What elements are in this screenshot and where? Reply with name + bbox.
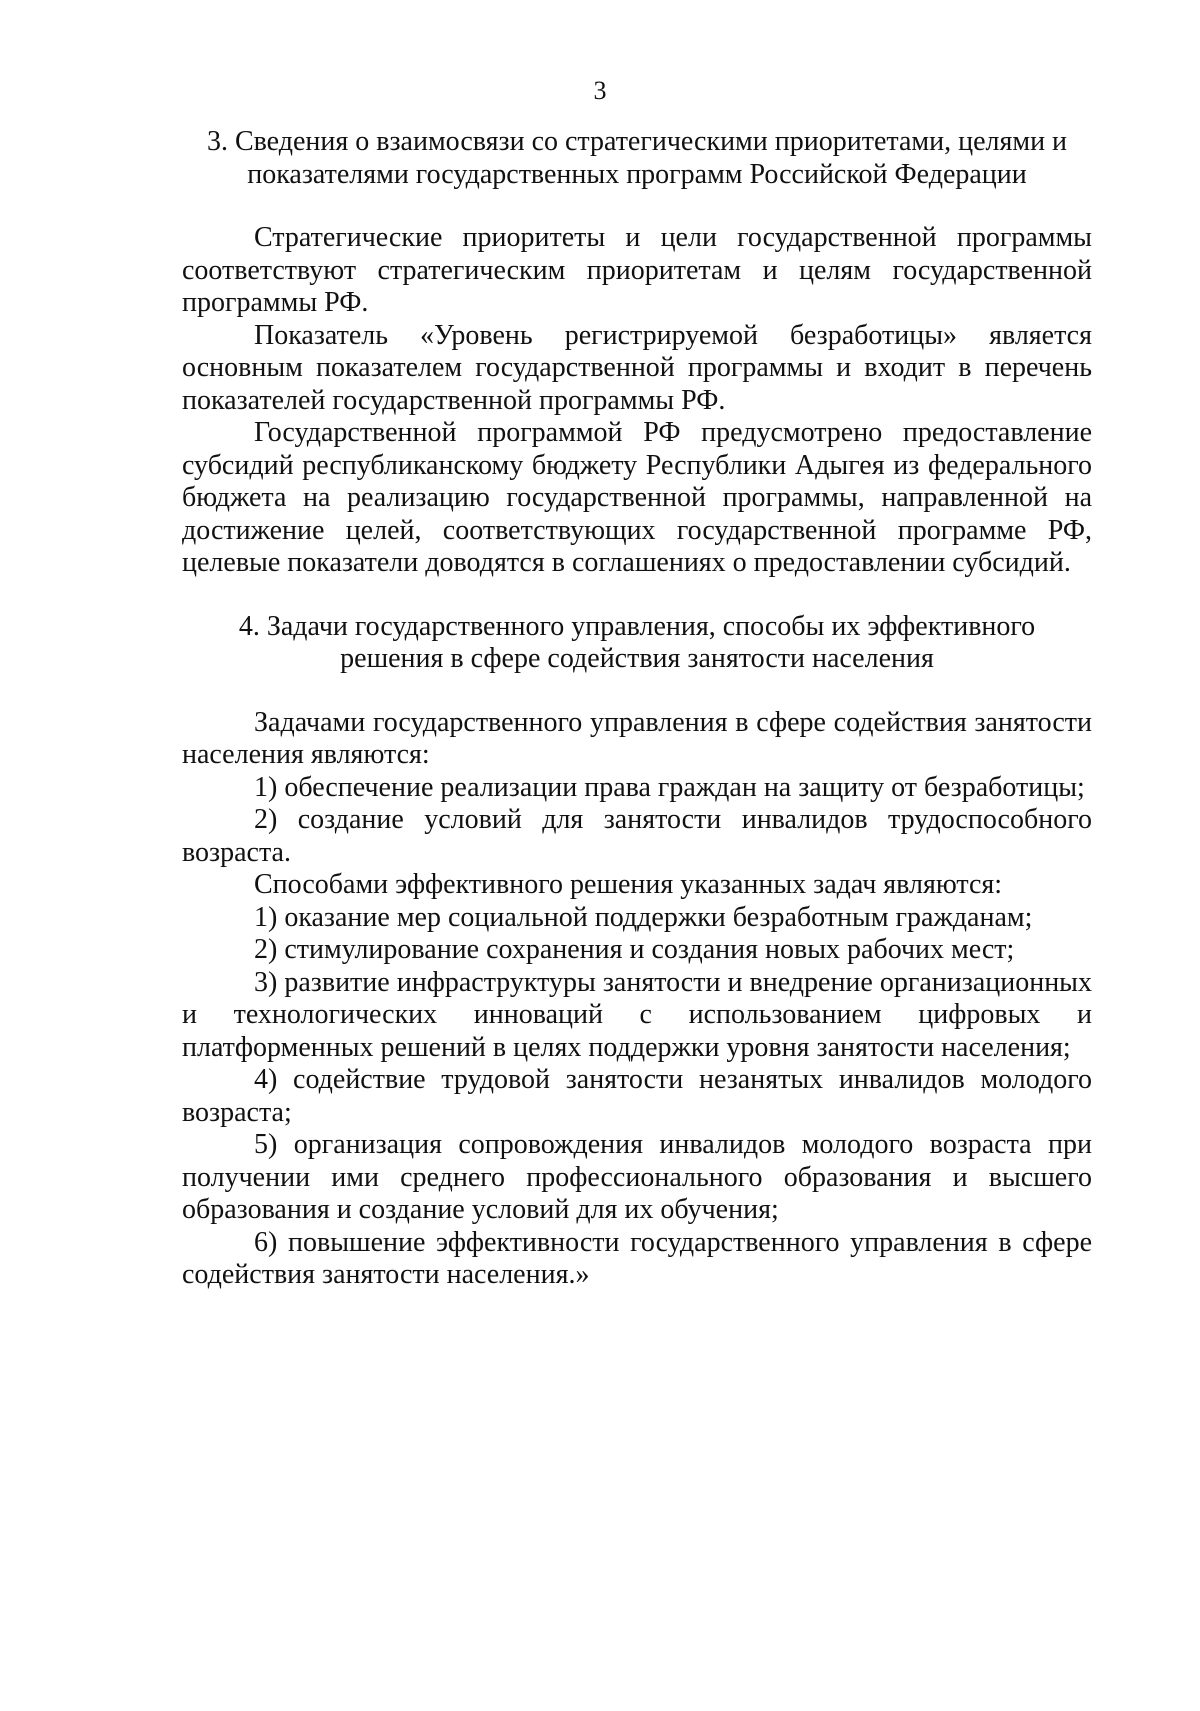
page-number: 3 bbox=[593, 76, 607, 105]
section-4-task-1: 1) обеспечение реализации права граждан на защиту от безработицы; bbox=[254, 771, 1085, 803]
section-4-method-3: 3) развитие инфраструктуры занятости и внедрение организационных и технологических инноваций с использованием цифровых и платформенных решений в целях поддержки уровня занятости населения; bbox=[182, 966, 1092, 1063]
section-4-method-5: 5) организация сопровождения инвалидов молодого возраста при получении ими среднего профессионального образования и высшего образования и создание условий для их обучения; bbox=[182, 1129, 1092, 1225]
section-3-heading-line-1: 3. Сведения о взаимосвязи со стратегическими приоритетами, целями и bbox=[206, 126, 1068, 157]
section-spacer bbox=[182, 580, 1092, 611]
section-4-method-6: 6) повышение эффективности государственного управления в сфере содействия занятости населения.» bbox=[182, 1226, 1092, 1290]
section-4-method-2: 2) стимулирование сохранения и создания новых рабочих мест; bbox=[254, 934, 1015, 965]
section-4-heading bbox=[182, 611, 1092, 676]
document-body bbox=[182, 126, 1092, 1292]
section-4-methods-intro: Способами эффективного решения указанных задач являются: bbox=[254, 869, 1003, 900]
section-4-heading-line-2: решения в сфере содействия занятости населения bbox=[340, 643, 934, 674]
section-4-task-2: 2) создание условий для занятости инвалидов трудоспособного возраста. bbox=[182, 804, 1092, 868]
section-3-paragraph-1: Стратегические приоритеты и цели государственной программы соответствуют стратегическим приоритетам и целям государственной программы РФ. bbox=[182, 222, 1092, 318]
section-4-heading-line-1: 4. Задачи государственного управления, способы их эффективного bbox=[238, 610, 1036, 642]
section-3-paragraph-2: Показатель «Уровень регистрируемой безработицы» является основным показателем государственной программы и входит в перечень показателей государственной программы РФ. bbox=[182, 319, 1092, 416]
section-4-paragraph-1: Задачами государственного управления в сфере содействия занятости населения являются: bbox=[182, 706, 1092, 770]
section-4-method-4: 4) содействие трудовой занятости незанятых инвалидов молодого возраста; bbox=[182, 1064, 1092, 1128]
section-3-heading-line-2: показателями государственных программ Российской Федерации bbox=[247, 158, 1027, 190]
section-3-heading bbox=[182, 126, 1092, 191]
section-4-method-1: 1) оказание мер социальной поддержки безработным гражданам; bbox=[254, 901, 1033, 933]
section-3-paragraph-3: Государственной программой РФ предусмотрено предоставление субсидий республиканскому бюджету Республики Адыгея из федерального бюджета на реализацию государственной программы, направленной на достижение целей, соответствующих государственной программе РФ, целевые показатели доводятся в соглашениях о предоставлении субсидий. bbox=[182, 417, 1092, 578]
